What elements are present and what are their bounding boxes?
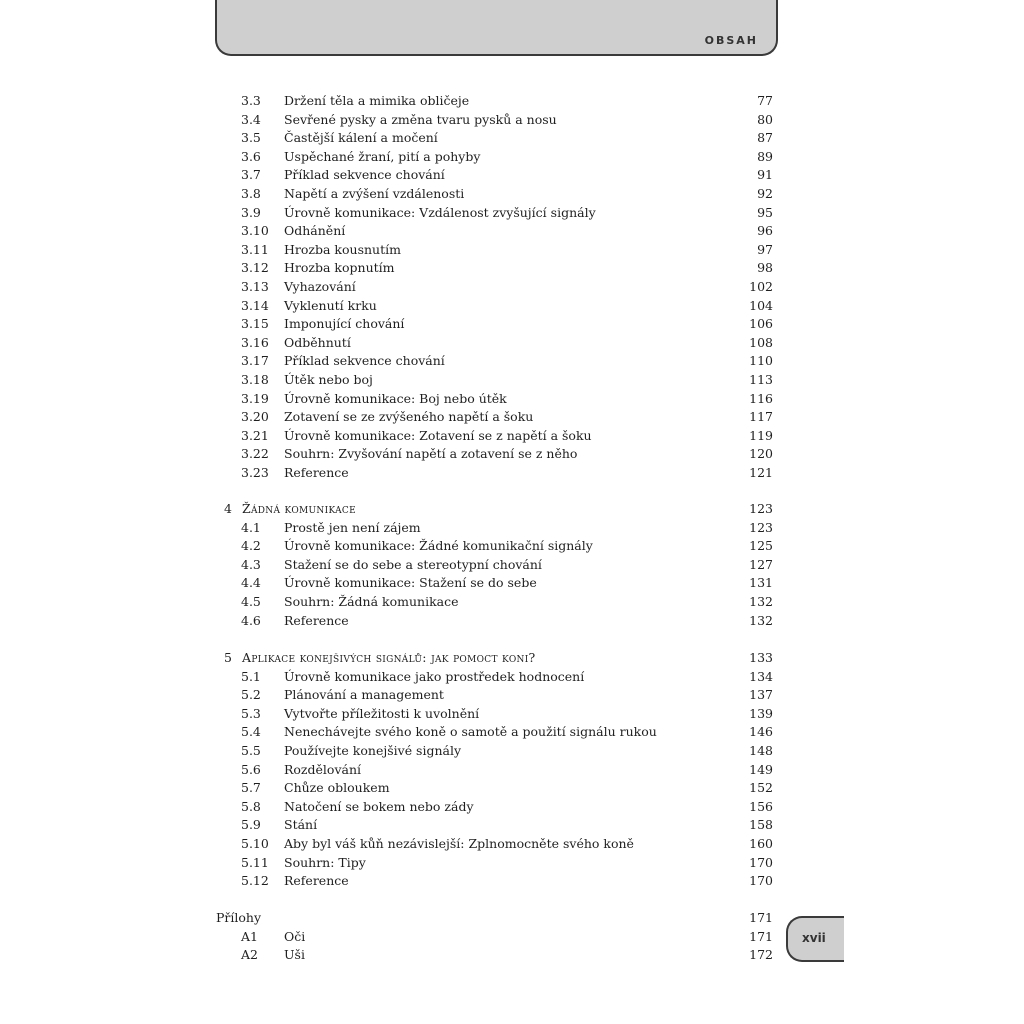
page-number: 116 (749, 390, 773, 406)
page-number: 148 (749, 743, 773, 758)
toc-entry[interactable] (0, 723, 1024, 741)
section-number: 5.10 (241, 836, 269, 851)
page-number: 117 (749, 409, 773, 425)
section-number: 3.17 (241, 353, 269, 369)
toc-entry[interactable] (0, 612, 1024, 630)
section-title: Uši (284, 947, 305, 963)
section-number: A2 (241, 947, 258, 963)
toc-entry[interactable] (0, 761, 1024, 779)
toc-entry[interactable] (0, 371, 1024, 389)
section-title: Natočení se bokem nebo zády (284, 798, 474, 814)
section-title: Sevřené pysky a změna tvaru pysků a nosu (284, 111, 557, 127)
page-number: 95 (757, 204, 773, 220)
section-title: Reference (284, 465, 349, 480)
section-number: 3.5 (241, 130, 261, 146)
toc-entry[interactable] (0, 464, 1024, 482)
page-number: 120 (749, 446, 773, 462)
page-number: 102 (749, 279, 773, 294)
page-number: 127 (749, 556, 773, 572)
page-number: 123 (749, 519, 773, 535)
toc-entry[interactable] (0, 241, 1024, 259)
toc-entry[interactable] (0, 556, 1024, 574)
page-number: 134 (749, 668, 773, 684)
section-title: Hrozba kousnutím (284, 241, 401, 257)
page-number: 123 (749, 501, 773, 516)
toc-entry[interactable] (0, 574, 1024, 592)
section-title: Zotavení se ze zvýšeného napětí a šoku (284, 409, 534, 425)
page-number: 104 (749, 297, 773, 313)
section-number: 4.3 (241, 556, 261, 572)
section-number: 3.3 (241, 93, 261, 108)
page-number: 170 (749, 873, 773, 889)
toc-entry[interactable] (0, 315, 1024, 333)
section-number: A1 (241, 928, 258, 944)
section-title: Úrovně komunikace: Zotavení se z napětí a šoku (284, 427, 592, 443)
section-number: 3.13 (241, 279, 269, 294)
page-number: 97 (757, 241, 773, 257)
section-number: 5.4 (241, 724, 261, 740)
chapter-number: 5 (224, 650, 232, 665)
section-number: 3.21 (241, 427, 269, 443)
page-number: 96 (757, 223, 773, 239)
section-title: Chůze obloukem (284, 780, 390, 796)
section-number: 3.15 (241, 316, 269, 332)
toc-entry[interactable] (0, 278, 1024, 296)
page-number: 98 (757, 260, 773, 276)
page-number: 110 (749, 353, 773, 369)
page-number: 156 (749, 798, 773, 814)
chapter-title: Aplikace konejšivých signálů: jak pomoct koni? (242, 650, 536, 665)
toc-entry[interactable] (0, 111, 1024, 129)
page-number: 119 (749, 427, 773, 443)
toc-entry[interactable] (0, 148, 1024, 166)
section-title: Uspěchané žraní, pití a pohyby (284, 148, 481, 164)
section-number: 5.2 (241, 687, 261, 703)
section-title: Rozdělování (284, 761, 362, 777)
section-title: Úrovně komunikace: Vzdálenost zvyšující signály (284, 204, 596, 220)
section-number: 3.16 (241, 334, 269, 350)
section-title: Úrovně komunikace: Žádné komunikační signály (284, 538, 593, 554)
page-number: 131 (749, 575, 773, 591)
appendix-heading[interactable] (0, 909, 1024, 927)
section-number: 3.23 (241, 465, 269, 480)
section-number: 3.7 (241, 167, 261, 183)
page-number: 170 (749, 854, 773, 870)
section-title: Držení těla a mimika obličeje (284, 93, 470, 108)
section-title: Souhrn: Žádná komunikace (284, 594, 459, 609)
section-number: 3.10 (241, 223, 269, 239)
section-number: 5.8 (241, 798, 261, 814)
toc-entry[interactable] (0, 705, 1024, 723)
page-number: 106 (749, 316, 773, 332)
page-number: 172 (749, 947, 773, 963)
toc-entry[interactable] (0, 686, 1024, 704)
section-number: 3.18 (241, 372, 269, 387)
section-title: Vyklenutí krku (284, 297, 377, 313)
section-number: 3.4 (241, 111, 261, 127)
page-number: 133 (749, 650, 773, 665)
page-number: 113 (749, 372, 773, 387)
toc-entry[interactable] (0, 742, 1024, 760)
toc-entry[interactable] (0, 798, 1024, 816)
section-title: Vyhazování (284, 279, 356, 294)
section-number: 5.1 (241, 668, 261, 684)
toc-entry[interactable] (0, 129, 1024, 147)
page-number: 139 (749, 705, 773, 721)
toc-entry[interactable] (0, 779, 1024, 797)
toc-entry[interactable] (0, 668, 1024, 686)
page-number: 137 (749, 687, 773, 703)
section-title: Aby byl váš kůň nezávislejší: Zplnomocněte svého koně (284, 836, 634, 851)
section-title: Odhánění (284, 223, 346, 239)
section-number: 3.20 (241, 409, 269, 425)
toc-entry[interactable] (0, 854, 1024, 872)
section-number: 3.19 (241, 390, 269, 406)
toc-entry[interactable] (0, 297, 1024, 315)
toc-entry[interactable] (0, 928, 1024, 946)
section-title: Napětí a zvýšení vzdálenosti (284, 186, 465, 201)
page-number-label: xvii (802, 931, 826, 945)
page-number: 152 (749, 780, 773, 796)
section-number: 4.4 (241, 575, 261, 591)
section-title: Plánování a management (284, 687, 444, 703)
section-number: 3.6 (241, 148, 261, 164)
toc-entry[interactable] (0, 835, 1024, 853)
toc-entry[interactable] (0, 537, 1024, 555)
page-number: 160 (749, 836, 773, 851)
section-title: Imponující chování (284, 316, 405, 332)
section-number: 5.11 (241, 854, 269, 870)
section-title: Souhrn: Zvyšování napětí a zotavení se z něho (284, 446, 578, 462)
header-tab (215, 0, 778, 56)
toc-entry[interactable] (0, 259, 1024, 277)
section-title: Příklad sekvence chování (284, 353, 445, 369)
section-number: 3.11 (241, 241, 269, 257)
section-number: 3.9 (241, 204, 261, 220)
page-number: 80 (757, 111, 773, 127)
toc-entry[interactable] (0, 166, 1024, 184)
section-number: 5.9 (241, 817, 261, 833)
section-title: Odběhnutí (284, 334, 351, 350)
page-number: 121 (749, 465, 773, 480)
toc-entry[interactable] (0, 408, 1024, 426)
section-title: Útěk nebo boj (284, 372, 373, 387)
page-number: 87 (757, 130, 773, 146)
toc-entry[interactable] (0, 352, 1024, 370)
toc-entry[interactable] (0, 816, 1024, 834)
page-number-tab (786, 916, 844, 962)
chapter-title: Žádná komunikace (242, 501, 356, 516)
page-number: 77 (757, 93, 773, 108)
toc-entry[interactable] (0, 92, 1024, 110)
section-title: Stažení se do sebe a stereotypní chování (284, 556, 542, 572)
toc-entry[interactable] (0, 593, 1024, 611)
section-number: 5.12 (241, 873, 269, 889)
section-title: Reference (284, 612, 349, 628)
section-number: 4.5 (241, 594, 261, 609)
toc-entry[interactable] (0, 519, 1024, 537)
toc-entry[interactable] (0, 204, 1024, 222)
section-title: Příklad sekvence chování (284, 167, 445, 183)
page-number: 158 (749, 817, 773, 833)
page-number: 108 (749, 334, 773, 350)
page-number: 125 (749, 538, 773, 554)
section-title: Úrovně komunikace: Boj nebo útěk (284, 390, 507, 406)
section-number: 4.2 (241, 538, 261, 554)
section-title: Nenechávejte svého koně o samotě a použití signálu rukou (284, 724, 657, 740)
section-number: 4.6 (241, 612, 261, 628)
toc-entry[interactable] (0, 872, 1024, 890)
page-number: 132 (749, 594, 773, 609)
page-number: 146 (749, 724, 773, 740)
section-title: Prostě jen není zájem (284, 519, 421, 535)
page-number: 92 (757, 186, 773, 201)
section-number: 5.5 (241, 743, 261, 758)
toc-entry[interactable] (0, 334, 1024, 352)
page-number: 171 (749, 928, 773, 944)
section-number: 3.22 (241, 446, 269, 462)
toc-entry[interactable] (0, 427, 1024, 445)
page-number: 89 (757, 148, 773, 164)
header-label: OBSAH (704, 34, 758, 47)
page-number: 132 (749, 612, 773, 628)
section-title: Oči (284, 928, 306, 944)
toc-entry[interactable] (0, 185, 1024, 203)
chapter-heading[interactable] (0, 649, 1024, 667)
section-title: Úrovně komunikace: Stažení se do sebe (284, 575, 537, 591)
section-title: Používejte konejšivé signály (284, 743, 462, 758)
toc-entry[interactable] (0, 946, 1024, 964)
page-number: 91 (757, 167, 773, 183)
section-title: Reference (284, 873, 349, 889)
toc-entry[interactable] (0, 390, 1024, 408)
section-number: 3.12 (241, 260, 269, 276)
section-title: Souhrn: Tipy (284, 854, 366, 870)
page-number: 149 (749, 761, 773, 777)
section-title: Vytvořte příležitosti k uvolnění (284, 705, 480, 721)
section-number: 5.7 (241, 780, 261, 796)
chapter-heading[interactable] (0, 500, 1024, 518)
chapter-number: 4 (224, 501, 232, 516)
section-title: Úrovně komunikace jako prostředek hodnocení (284, 668, 585, 684)
toc-entry[interactable] (0, 222, 1024, 240)
section-number: 5.6 (241, 761, 261, 777)
toc-entry[interactable] (0, 445, 1024, 463)
section-number: 4.1 (241, 519, 261, 535)
section-title: Hrozba kopnutím (284, 260, 395, 276)
section-number: 3.14 (241, 297, 269, 313)
page-number: 171 (749, 910, 773, 925)
appendix-title: Přílohy (216, 910, 262, 925)
section-title: Častější kálení a močení (284, 130, 438, 146)
section-number: 3.8 (241, 186, 261, 201)
section-title: Stání (284, 817, 318, 833)
section-number: 5.3 (241, 705, 261, 721)
